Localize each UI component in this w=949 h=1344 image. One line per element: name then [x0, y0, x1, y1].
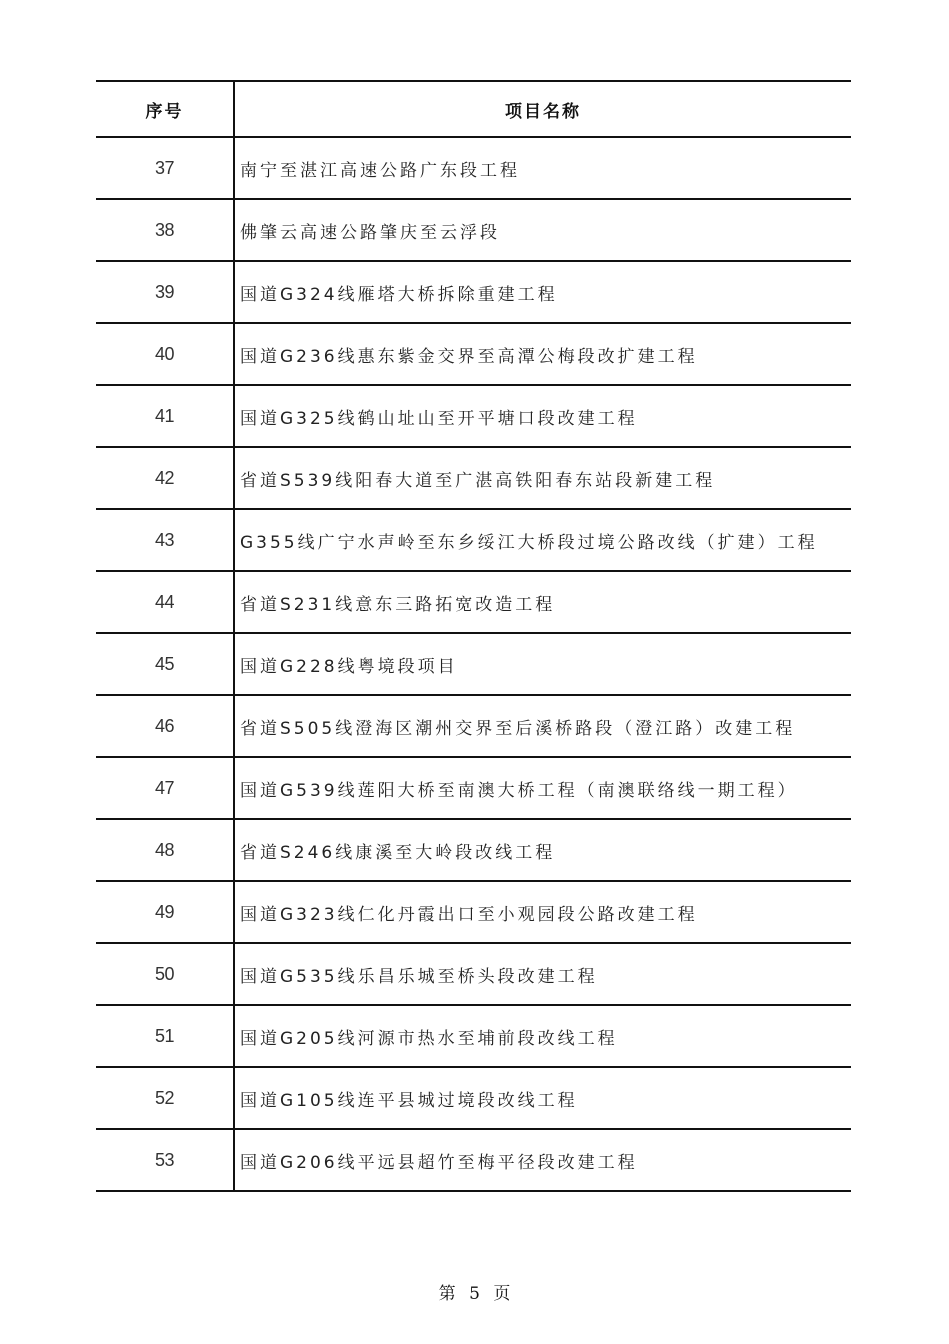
row-project-name: 南宁至湛江高速公路广东段工程 [234, 137, 851, 199]
row-project-name: 省道S505线澄海区潮州交界至后溪桥路段（澄江路）改建工程 [234, 695, 851, 757]
table-row [96, 385, 851, 447]
table-row [96, 695, 851, 757]
row-number: 38 [96, 199, 234, 261]
row-project-name: G355线广宁水声岭至东乡绥江大桥段过境公路改线（扩建）工程 [234, 509, 851, 571]
row-project-name: 国道G539线莲阳大桥至南澳大桥工程（南澳联络线一期工程） [234, 757, 851, 819]
row-number: 50 [96, 943, 234, 1005]
row-number: 49 [96, 881, 234, 943]
row-project-name: 国道G535线乐昌乐城至桥头段改建工程 [234, 943, 851, 1005]
row-number: 40 [96, 323, 234, 385]
row-number: 37 [96, 137, 234, 199]
table-row [96, 1005, 851, 1067]
page-label-suffix: 页 [493, 1284, 511, 1304]
table-row [96, 571, 851, 633]
row-project-name: 佛肇云高速公路肇庆至云浮段 [234, 199, 851, 261]
page-number: 5 [469, 1284, 480, 1304]
row-project-name: 省道S231线意东三路拓宽改造工程 [234, 571, 851, 633]
table-row [96, 199, 851, 261]
row-number: 51 [96, 1005, 234, 1067]
row-number: 44 [96, 571, 234, 633]
table-header-row [96, 81, 851, 137]
row-project-name: 国道G206线平远县超竹至梅平径段改建工程 [234, 1129, 851, 1191]
row-number: 53 [96, 1129, 234, 1191]
row-number: 39 [96, 261, 234, 323]
row-number: 46 [96, 695, 234, 757]
table-row [96, 881, 851, 943]
row-number: 43 [96, 509, 234, 571]
table-row [96, 1067, 851, 1129]
table-row [96, 1129, 851, 1191]
project-table [96, 80, 851, 1192]
table-row [96, 943, 851, 1005]
row-number: 41 [96, 385, 234, 447]
row-project-name: 省道S539线阳春大道至广湛高铁阳春东站段新建工程 [234, 447, 851, 509]
row-number: 52 [96, 1067, 234, 1129]
header-project-name: 项目名称 [234, 81, 851, 137]
row-project-name: 国道G105线连平县城过境段改线工程 [234, 1067, 851, 1129]
row-project-name: 国道G228线粤境段项目 [234, 633, 851, 695]
table-row [96, 819, 851, 881]
row-project-name: 国道G325线鹤山址山至开平塘口段改建工程 [234, 385, 851, 447]
row-number: 47 [96, 757, 234, 819]
row-project-name: 国道G324线雁塔大桥拆除重建工程 [234, 261, 851, 323]
row-project-name: 国道G205线河源市热水至埔前段改线工程 [234, 1005, 851, 1067]
table-row [96, 323, 851, 385]
row-project-name: 省道S246线康溪至大岭段改线工程 [234, 819, 851, 881]
table-row [96, 261, 851, 323]
row-project-name: 国道G236线惠东紫金交界至高潭公梅段改扩建工程 [234, 323, 851, 385]
page-label-prefix: 第 [438, 1284, 456, 1304]
table-row [96, 757, 851, 819]
row-project-name: 国道G323线仁化丹霞出口至小观园段公路改建工程 [234, 881, 851, 943]
row-number: 45 [96, 633, 234, 695]
row-number: 42 [96, 447, 234, 509]
page-footer [0, 1279, 949, 1304]
table-row [96, 509, 851, 571]
header-serial-number: 序号 [96, 81, 234, 137]
table-row [96, 137, 851, 199]
table-row [96, 447, 851, 509]
table-row [96, 633, 851, 695]
row-number: 48 [96, 819, 234, 881]
